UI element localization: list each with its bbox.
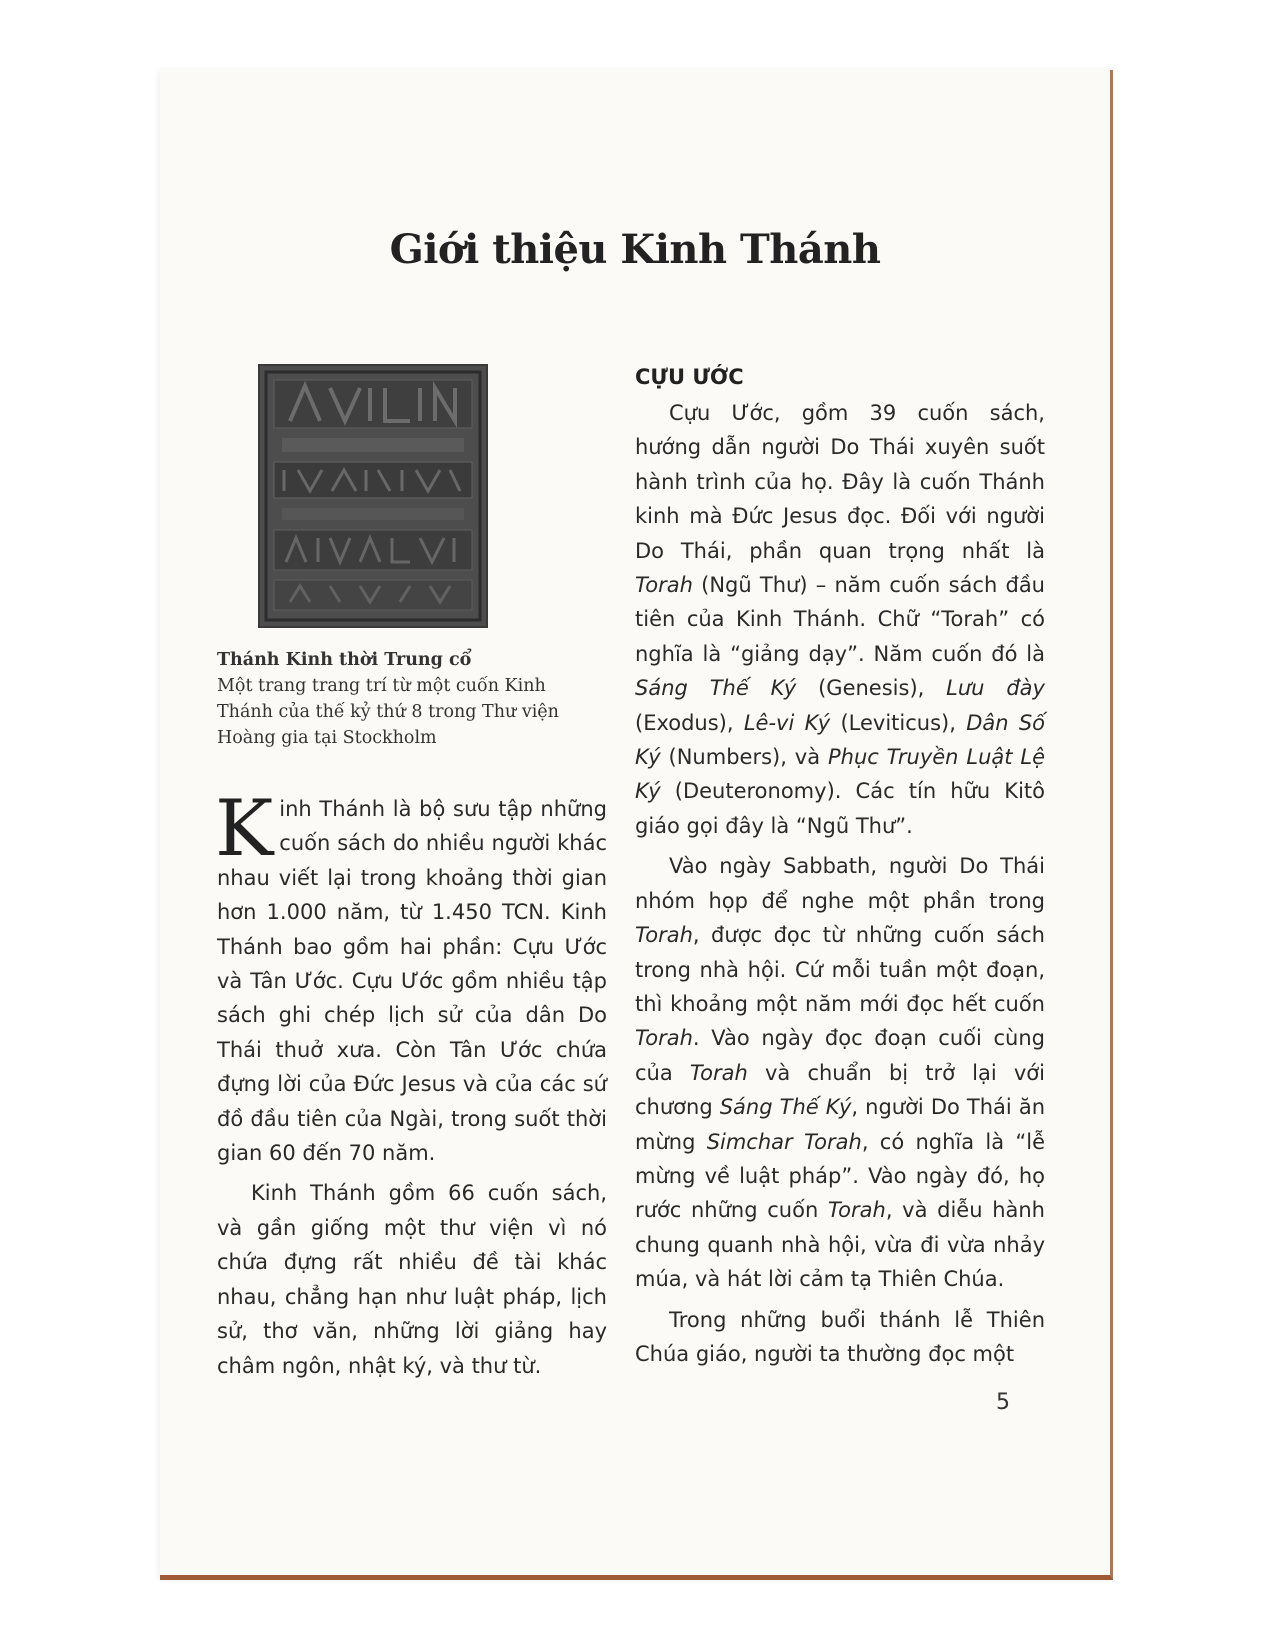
text-run: (Deuteronomy). Các tín hữu Kitô giáo gọi đây là “Ngũ Thư”. bbox=[635, 779, 1045, 838]
text-run: (Exodus), bbox=[635, 710, 744, 735]
section-heading: CỰU ƯỚC bbox=[635, 365, 744, 389]
intro-text: inh Thánh là bộ sưu tập những cuốn sách do nhiều người khác nhau viết lại trong khoảng thời gian hơn 1.000 năm, từ 1.450 TCN. Kinh Thánh bao gồm hai phần: Cựu Ước và Tân Ước. Cựu Ước gồm nhiều tập sách ghi chép lịch sử của dân Do Thái thuở xưa. Còn Tân Ước chứa đựng lời của Đức Jesus và của các sứ đồ đầu tiên của Ngài, trong suốt thời gian 60 đến 70 năm. bbox=[217, 797, 607, 1166]
manuscript-illustration bbox=[260, 366, 486, 626]
italic-term: Sáng Thế Ký bbox=[719, 1095, 852, 1120]
italic-term: Phục Truyền Luật Lệ Ký bbox=[635, 745, 1045, 804]
right-paragraph-1 bbox=[635, 396, 1045, 843]
text-run: (Leviticus), bbox=[830, 710, 967, 735]
text-run: Vào ngày Sabbath, người Do Thái nhóm họp để nghe một phần trong bbox=[635, 854, 1045, 913]
figure-caption bbox=[217, 647, 587, 751]
caption-text: Một trang trang trí từ một cuốn Kinh Thánh của thế kỷ thứ 8 trong Thư viện Hoàng gia tại Stockholm bbox=[217, 676, 559, 748]
italic-term: Torah bbox=[827, 1198, 886, 1223]
italic-term: Sáng Thế Ký bbox=[635, 676, 797, 701]
text-run: , người Do Thái ăn mừng bbox=[635, 1095, 1045, 1154]
text-run: (Ngũ Thư) – năm cuốn sách đầu tiên của Kinh Thánh. Chữ “Torah” có nghĩa là “giảng dạy”. Năm cuốn đó là bbox=[635, 573, 1045, 666]
italic-term: Torah bbox=[635, 1026, 693, 1051]
right-paragraph-2 bbox=[635, 849, 1045, 1296]
text-run: Cựu Ước, gồm 39 cuốn sách, hướng dẫn người Do Thái xuyên suốt hành trình của họ. Đây là cuốn Thánh kinh mà Đức Jesus đọc. Đối với người Do Thái, phần quan trọng nhất là bbox=[635, 401, 1045, 563]
right-column bbox=[635, 360, 1045, 1371]
italic-term: Torah bbox=[635, 573, 693, 598]
intro-paragraph bbox=[215, 784, 607, 1170]
text-run: (Numbers), và bbox=[660, 745, 828, 770]
text-run: , được đọc từ những cuốn sách trong nhà hội. Cứ mỗi tuần một đoạn, thì khoảng một năm mới đọc hết cuốn bbox=[635, 923, 1045, 1016]
bible-manuscript-image bbox=[258, 364, 488, 628]
left-column bbox=[215, 784, 607, 1383]
italic-term: Torah bbox=[689, 1060, 748, 1085]
italic-term: Torah bbox=[635, 923, 693, 948]
right-paragraph-3: Trong những buổi thánh lễ Thiên Chúa giáo, người ta thường đọc một bbox=[635, 1307, 1045, 1366]
text-run: (Genesis), bbox=[796, 676, 947, 701]
caption-title: Thánh Kinh thời Trung cổ bbox=[217, 650, 472, 670]
italic-term: Lưu đày bbox=[946, 676, 1045, 701]
drop-cap: K bbox=[215, 784, 274, 874]
text-run: , và diễu hành chung quanh nhà hội, vừa đi vừa nhảy múa, và hát lời cảm tạ Thiên Chúa. bbox=[635, 1198, 1045, 1292]
italic-term: Simchar Torah bbox=[706, 1129, 862, 1154]
italic-term: Dân Số Ký bbox=[635, 710, 1046, 770]
text-run: . Vào ngày đọc đoạn cuối cùng của bbox=[635, 1026, 1045, 1085]
page-title: Giới thiệu Kinh Thánh bbox=[389, 226, 881, 273]
text-run: và chuẩn bị trở lại với chương bbox=[635, 1060, 1045, 1120]
left-paragraph-2: Kinh Thánh gồm 66 cuốn sách, và gần giống một thư viện vì nó chứa đựng rất nhiều đề tài khác nhau, chẳng hạn như luật pháp, lịch sử, thơ văn, những lời giảng hay châm ngôn, nhật ký, và thư từ. bbox=[217, 1181, 607, 1378]
page-number: 5 bbox=[996, 1390, 1010, 1415]
italic-term: Lê-vi Ký bbox=[743, 710, 831, 735]
book-page bbox=[160, 70, 1113, 1580]
text-run: , có nghĩa là “lễ mừng về luật pháp”. Vào ngày đó, họ rước những cuốn bbox=[635, 1129, 1045, 1223]
